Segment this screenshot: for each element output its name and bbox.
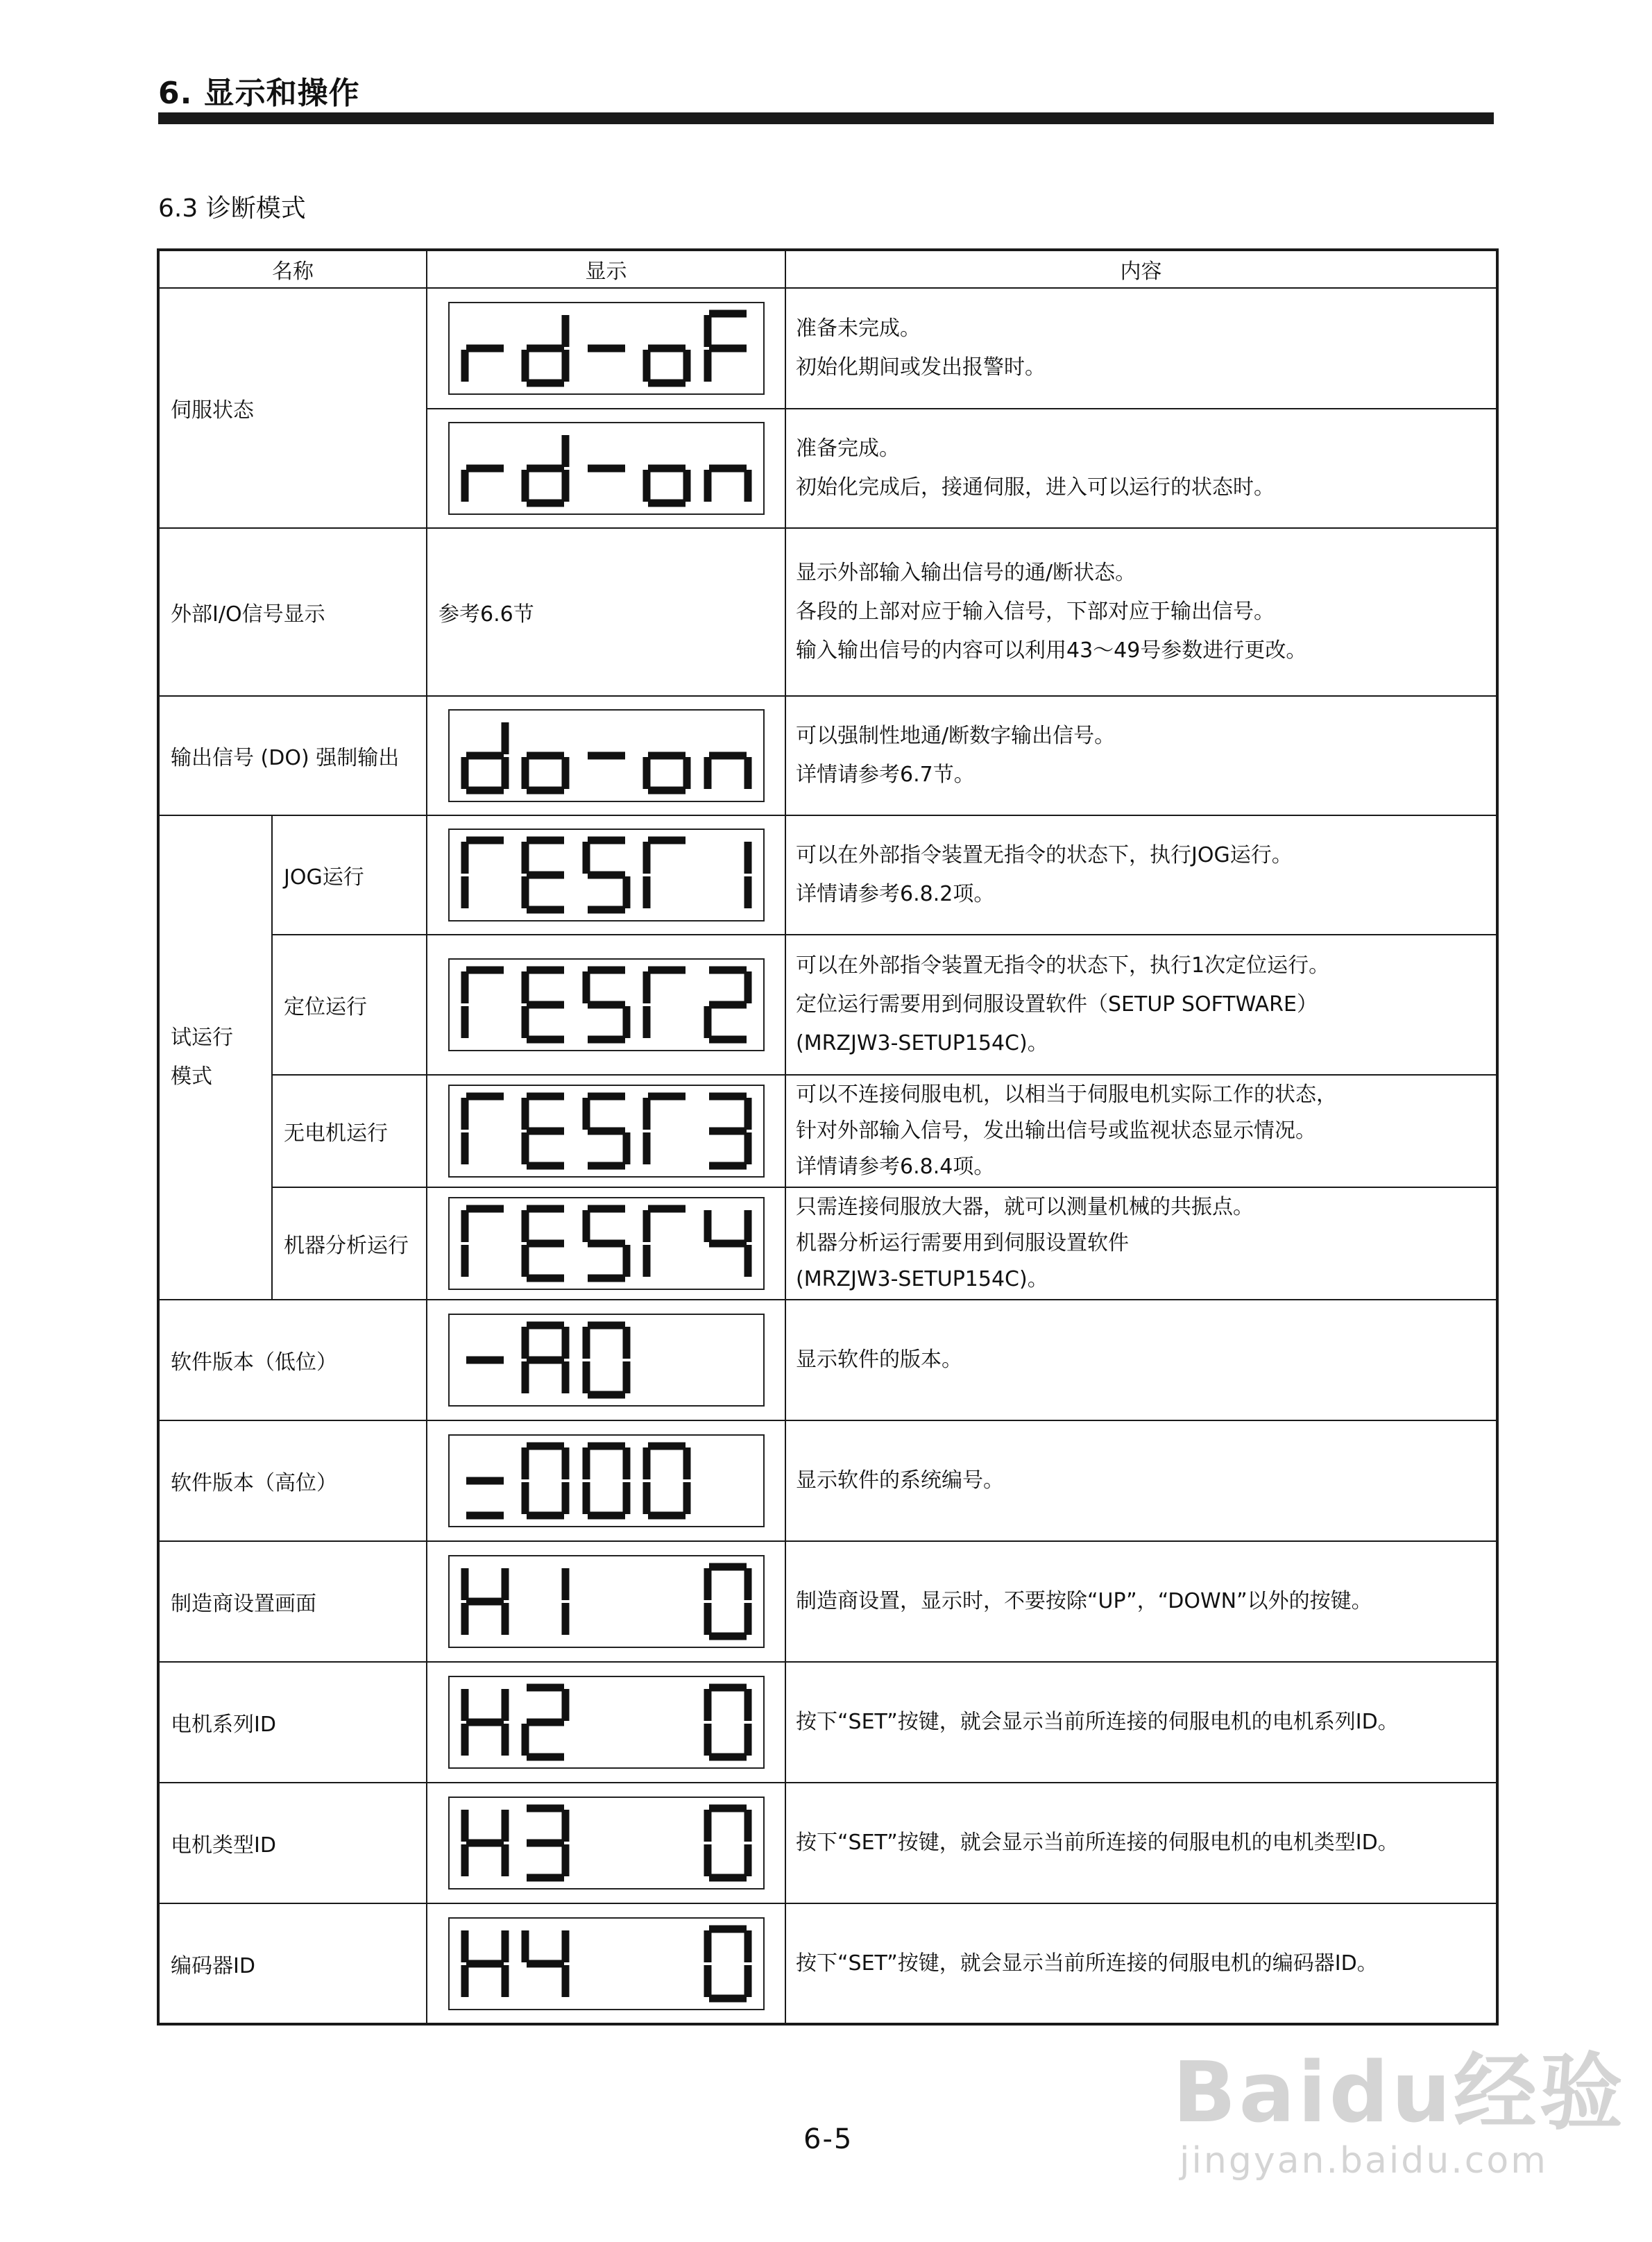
lcd-display [448, 422, 765, 515]
lcd-digit [641, 430, 692, 507]
lcd-digit [702, 1683, 753, 1761]
lcd-digit [702, 1925, 753, 2003]
display-cell [427, 696, 785, 815]
content-line: (MRZJW3-SETUP154C)。 [796, 1031, 1048, 1055]
lcd-digit [520, 1925, 571, 2003]
content-cell [785, 935, 1497, 1075]
row-name: 伺服状态 [158, 288, 427, 528]
lcd-digit [520, 1092, 571, 1170]
lcd-digit [702, 1092, 753, 1170]
display-cell [427, 1300, 785, 1420]
display-cell [427, 1420, 785, 1541]
content-cell [785, 1187, 1497, 1300]
lcd-digit [581, 717, 632, 795]
lcd-digit [459, 1804, 511, 1882]
lcd-digit [581, 1442, 632, 1520]
lcd-digit [641, 1092, 692, 1170]
lcd-digit [581, 1683, 632, 1761]
row-name: 制造商设置画面 [158, 1541, 427, 1662]
lcd-display [448, 1197, 765, 1290]
row-name: 外部I/O信号显示 [158, 528, 427, 696]
table-header-row [158, 250, 1497, 288]
lcd-digit [702, 1205, 753, 1282]
row-name: 输出信号 (DO) 强制输出 [158, 696, 427, 815]
lcd-digit [520, 1563, 571, 1640]
lcd-digit [641, 1683, 692, 1761]
table-row [158, 1300, 1497, 1420]
chapter-rule [158, 112, 1494, 124]
lcd-display [448, 1555, 765, 1648]
table-row [158, 1187, 1497, 1300]
lcd-digit [702, 1442, 753, 1520]
lcd-digit [459, 1925, 511, 2003]
lcd-display [448, 829, 765, 922]
content-line: 详情请参考6.7节。 [796, 763, 975, 787]
content-line: (MRZJW3-SETUP154C)。 [796, 1267, 1048, 1291]
row-name: JOG运行 [272, 815, 427, 935]
table-row [158, 935, 1497, 1075]
lcd-digit [641, 717, 692, 795]
content-cell [785, 696, 1497, 815]
header-display: 显示 [427, 250, 785, 288]
group-line: 模式 [171, 1064, 212, 1089]
lcd-digit [581, 1563, 632, 1640]
content-line: 按下“SET”按键，就会显示当前所连接的伺服电机的编码器ID。 [796, 1951, 1378, 1976]
lcd-digit [581, 966, 632, 1044]
display-cell [427, 935, 785, 1075]
content-cell [785, 1541, 1497, 1662]
lcd-digit [520, 430, 571, 507]
table-row [158, 1903, 1497, 2024]
row-name: 电机系列ID [158, 1662, 427, 1783]
lcd-digit [581, 1205, 632, 1282]
lcd-digit [520, 1442, 571, 1520]
content-line: 初始化期间或发出报警时。 [796, 355, 1046, 380]
content-line: 可以在外部指令装置无指令的状态下，执行JOG运行。 [796, 843, 1293, 867]
row-name: 机器分析运行 [272, 1187, 427, 1300]
lcd-digit [459, 1321, 511, 1399]
chapter-title: 6. 显示和操作 [158, 76, 360, 111]
content-cell [785, 409, 1497, 528]
content-line: 各段的上部对应于输入信号，下部对应于输出信号。 [796, 600, 1275, 624]
lcd-display [448, 302, 765, 395]
content-line: 按下“SET”按键，就会显示当前所连接的伺服电机的电机类型ID。 [796, 1831, 1399, 1855]
lcd-display [448, 1797, 765, 1889]
display-cell [427, 1903, 785, 2024]
content-line: 显示软件的系统编号。 [796, 1468, 1004, 1493]
lcd-digit [641, 1563, 692, 1640]
content-line: 可以强制性地通/断数字输出信号。 [796, 724, 1116, 748]
lcd-digit [641, 309, 692, 387]
lcd-digit [520, 717, 571, 795]
content-line: 可以在外部指令装置无指令的状态下，执行1次定位运行。 [796, 953, 1330, 978]
diagnosis-table [157, 248, 1499, 2026]
display-reference: 参考6.6节 [427, 528, 785, 696]
display-cell [427, 815, 785, 935]
lcd-digit [581, 836, 632, 914]
lcd-digit [459, 1092, 511, 1170]
lcd-digit [459, 1563, 511, 1640]
content-line: 准备完成。 [796, 436, 900, 461]
content-cell [785, 815, 1497, 935]
content-cell [785, 1903, 1497, 2024]
lcd-digit [520, 309, 571, 387]
content-cell [785, 1783, 1497, 1903]
lcd-digit [520, 1205, 571, 1282]
lcd-display [448, 1314, 765, 1407]
table-row [158, 696, 1497, 815]
lcd-digit [641, 1205, 692, 1282]
display-cell [427, 1541, 785, 1662]
content-line: 准备未完成。 [796, 316, 921, 341]
lcd-digit [641, 1925, 692, 2003]
content-cell [785, 288, 1497, 409]
content-line: 输入输出信号的内容可以利用43～49号参数进行更改。 [796, 638, 1307, 663]
content-cell [785, 1420, 1497, 1541]
content-line: 初始化完成后，接通伺服，进入可以运行的状态时。 [796, 475, 1275, 500]
lcd-digit [459, 309, 511, 387]
table-row [158, 288, 1497, 409]
header-content: 内容 [785, 250, 1497, 288]
content-line: 机器分析运行需要用到伺服设置软件 [796, 1231, 1129, 1255]
lcd-digit [702, 1563, 753, 1640]
display-cell [427, 1662, 785, 1783]
lcd-digit [641, 1804, 692, 1882]
group-name [158, 815, 272, 1300]
lcd-display [448, 958, 765, 1051]
table-row [158, 1783, 1497, 1903]
display-cell [427, 1075, 785, 1187]
watermark-logo: Baidu经验 [1173, 2045, 1626, 2141]
lcd-display [448, 1085, 765, 1178]
group-line: 试运行 [171, 1026, 233, 1050]
row-name: 编码器ID [158, 1903, 427, 2024]
content-cell [785, 1300, 1497, 1420]
lcd-display [448, 1917, 765, 2010]
lcd-digit [702, 717, 753, 795]
table-row [158, 1075, 1497, 1187]
lcd-digit [702, 836, 753, 914]
display-cell [427, 1187, 785, 1300]
row-name: 无电机运行 [272, 1075, 427, 1187]
lcd-digit [702, 430, 753, 507]
lcd-digit [641, 966, 692, 1044]
row-name: 软件版本（低位） [158, 1300, 427, 1420]
row-name: 定位运行 [272, 935, 427, 1075]
content-line: 制造商设置，显示时，不要按除“UP”，“DOWN”以外的按键。 [796, 1589, 1372, 1613]
watermark [1173, 2026, 1626, 2182]
lcd-digit [581, 1925, 632, 2003]
lcd-digit [459, 1442, 511, 1520]
lcd-digit [702, 1804, 753, 1882]
table-row [158, 1541, 1497, 1662]
lcd-digit [459, 1205, 511, 1282]
lcd-display [448, 1434, 765, 1527]
lcd-digit [641, 1442, 692, 1520]
lcd-digit [702, 309, 753, 387]
table-row [158, 1662, 1497, 1783]
display-cell [427, 288, 785, 409]
content-line: 按下“SET”按键，就会显示当前所连接的伺服电机的电机系列ID。 [796, 1710, 1399, 1734]
content-cell [785, 1662, 1497, 1783]
lcd-digit [459, 1683, 511, 1761]
content-line: 针对外部输入信号，发出输出信号或监视状态显示情况。 [796, 1119, 1316, 1143]
content-cell [785, 528, 1497, 696]
lcd-digit [702, 1321, 753, 1399]
content-line: 只需连接伺服放大器，就可以测量机械的共振点。 [796, 1195, 1254, 1219]
content-line: 显示软件的版本。 [796, 1348, 962, 1372]
lcd-digit [581, 430, 632, 507]
row-name: 软件版本（高位） [158, 1420, 427, 1541]
lcd-digit [520, 1321, 571, 1399]
lcd-digit [520, 1683, 571, 1761]
section-title: 6.3 诊断模式 [158, 194, 306, 223]
lcd-digit [520, 1804, 571, 1882]
lcd-digit [520, 836, 571, 914]
content-line: 可以不连接伺服电机，以相当于伺服电机实际工作的状态， [796, 1082, 1337, 1107]
content-line: 显示外部输入输出信号的通/断状态。 [796, 561, 1136, 585]
row-name: 电机类型ID [158, 1783, 427, 1903]
lcd-digit [459, 966, 511, 1044]
lcd-digit [641, 1321, 692, 1399]
page-number: 6-5 [803, 2123, 853, 2155]
lcd-digit [459, 717, 511, 795]
lcd-digit [459, 430, 511, 507]
lcd-digit [581, 1321, 632, 1399]
content-cell [785, 1075, 1497, 1187]
lcd-digit [581, 309, 632, 387]
lcd-display [448, 709, 765, 802]
display-cell [427, 409, 785, 528]
table-row [158, 528, 1497, 696]
table-row [158, 1420, 1497, 1541]
lcd-digit [581, 1092, 632, 1170]
lcd-display [448, 1676, 765, 1769]
lcd-digit [581, 1804, 632, 1882]
content-line: 详情请参考6.8.2项。 [796, 882, 995, 906]
table-row [158, 815, 1497, 935]
content-line: 详情请参考6.8.4项。 [796, 1155, 995, 1179]
lcd-digit [702, 966, 753, 1044]
watermark-url: jingyan.baidu.com [1180, 2140, 1548, 2182]
content-line: 定位运行需要用到伺服设置软件（SETUP SOFTWARE） [796, 992, 1318, 1017]
lcd-digit [459, 836, 511, 914]
header-name: 名称 [158, 250, 427, 288]
display-cell [427, 1783, 785, 1903]
lcd-digit [641, 836, 692, 914]
lcd-digit [520, 966, 571, 1044]
